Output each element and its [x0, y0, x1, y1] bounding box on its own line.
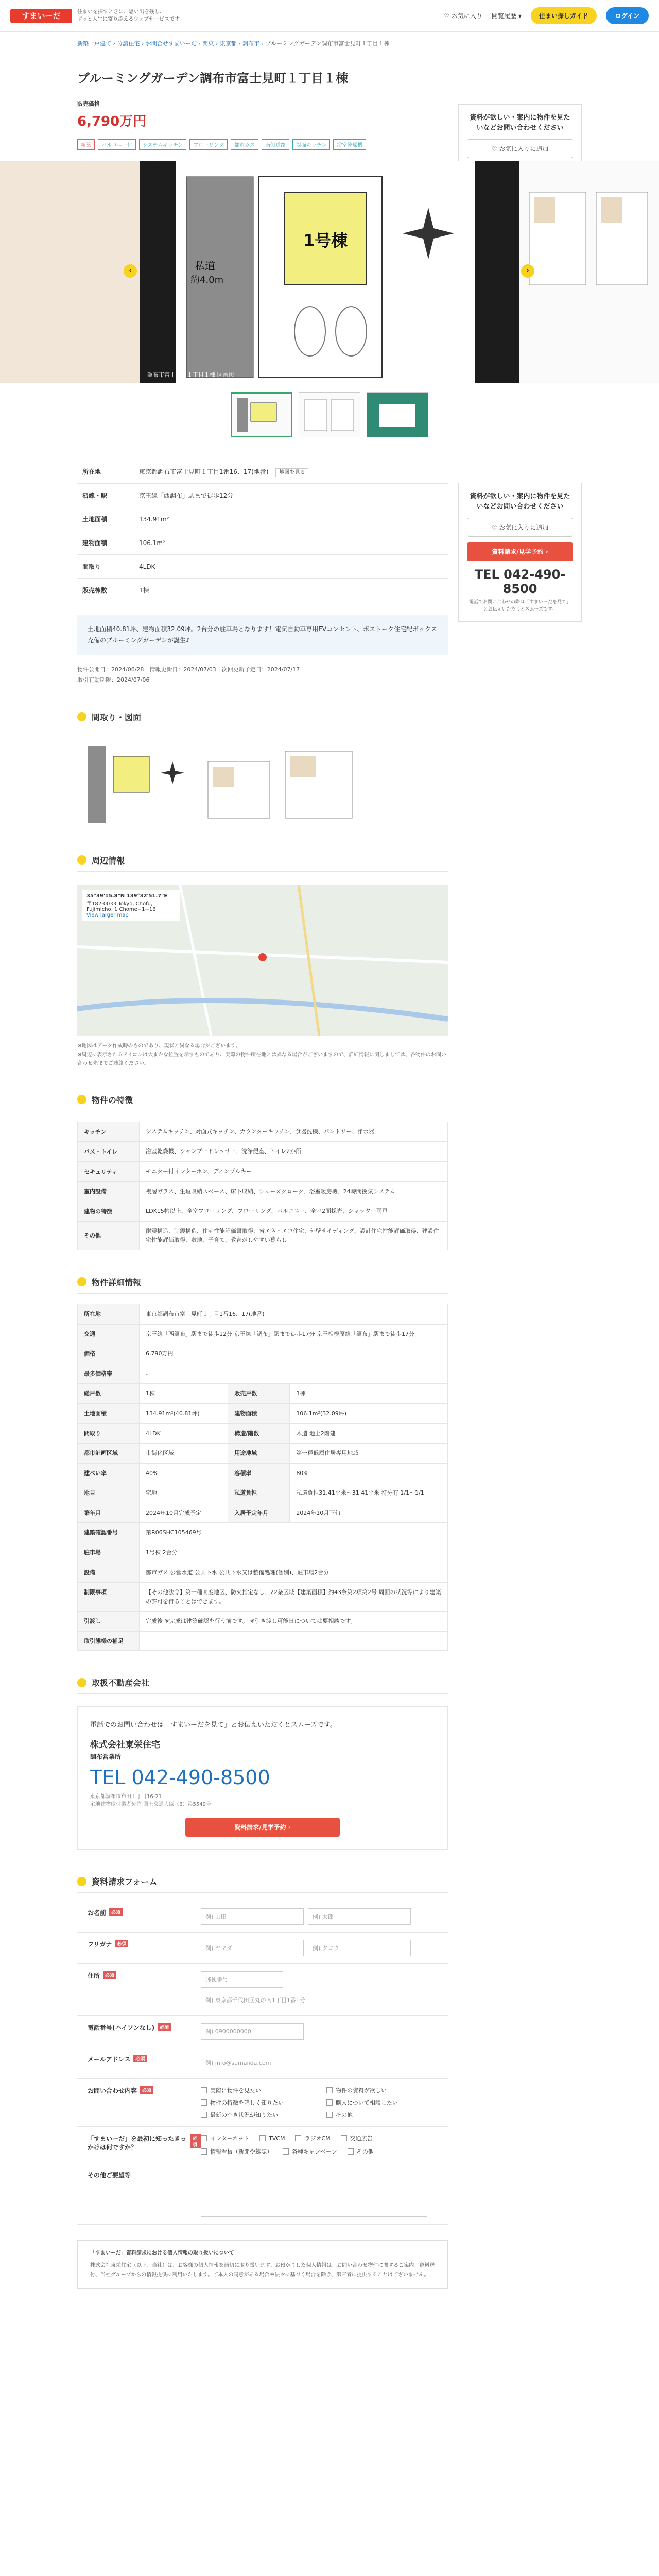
history-link[interactable]: [492, 11, 522, 20]
checkbox-label: 購入について相談したい: [336, 2099, 398, 2107]
spec-value: 京王線「西調布」駅まで徒歩12分: [134, 484, 448, 507]
area-map[interactable]: [77, 885, 448, 1036]
detail-value: 40%: [140, 1463, 228, 1483]
source-checkbox[interactable]: [259, 2134, 285, 2142]
detail-key: 取引態様の補足: [78, 1632, 140, 1651]
detail-key: 間取り: [78, 1423, 140, 1444]
required-badge: 必須: [133, 2055, 147, 2062]
sidebar-title: 資料が欲しい・案内に物件を見たいなどお問い合わせください: [470, 114, 570, 132]
detail-value: 106.1m²(32.09坪): [290, 1403, 448, 1423]
form-row-source: [77, 2127, 448, 2163]
section-dot-icon: [77, 855, 86, 865]
photo-gallery: [0, 161, 659, 383]
detail-key: 私道負担: [228, 1483, 290, 1503]
feature-row: [78, 1142, 448, 1162]
section-company: [77, 1676, 448, 1694]
detail-row: [78, 1384, 448, 1404]
checkbox-label: 各種キャンペーン: [292, 2148, 337, 2156]
privacy-policy: [77, 2240, 448, 2289]
floor-plan-images: [77, 741, 448, 828]
feature-value: 浴室乾燥機、シャンプードレッサー、洗浄便座、トイレ2か所: [140, 1142, 448, 1162]
login-label: ログイン: [615, 12, 639, 20]
detail-row: [78, 1503, 448, 1523]
required-badge: 必須: [158, 2023, 171, 2031]
feature-key: バス・トイレ: [78, 1142, 140, 1162]
spec-key: 所在地: [77, 460, 134, 484]
section-title: 資料請求フォーム: [92, 1877, 158, 1887]
feature-tags: [77, 139, 417, 150]
favorites-link[interactable]: [444, 11, 482, 20]
sidebar-contact-bottom: [458, 483, 582, 622]
spec-key: 土地面積: [77, 507, 134, 531]
detail-value: 1号棟 2台分: [140, 1543, 448, 1563]
spec-row: [77, 555, 448, 579]
breadcrumb: 新築一戸建て › 分譲住宅 › お問合せすまいーだ › 関東 › 東京都 › 調布市 › ブルーミングガーデン調布市富士見町１丁目１棟: [77, 40, 390, 47]
form-row-name: [77, 1901, 448, 1933]
form-row-inquiry: [77, 2079, 448, 2127]
company-phone[interactable]: TEL 042-490-8500: [90, 1766, 270, 1789]
checkbox-label: TVCM: [269, 2134, 285, 2142]
feature-row: [78, 1122, 448, 1142]
feature-value: システムキッチン、対面式キッチン、カウンターキッチン、食器洗機、パントリー、浄水器: [140, 1122, 448, 1142]
map-notes: [77, 1042, 448, 1068]
section-features: [77, 1094, 448, 1111]
form-row-email: [77, 2047, 448, 2079]
feature-row: [78, 1181, 448, 1201]
section-dot-icon: [77, 1877, 86, 1886]
detail-row: [78, 1632, 448, 1651]
required-badge: 必須: [140, 2086, 153, 2094]
gallery-main-image[interactable]: [140, 161, 519, 383]
checkbox-label: 情報看板（新聞や雑誌）: [210, 2148, 272, 2156]
tag: システムキッチン: [139, 139, 186, 150]
spec-row: [77, 484, 448, 507]
detail-value: 2024年10月下旬: [290, 1503, 448, 1523]
detail-key: 総戸数: [78, 1384, 140, 1404]
company-license: 宅地建物取引業者免許 国土交通大臣（6）第5549号: [90, 1802, 211, 1808]
detail-value: 宅地: [140, 1483, 228, 1503]
field-label: 電話番号(ハイフンなし): [88, 2024, 155, 2032]
phone-note: 電話でお問い合わせの際は「すまいーだを見て」とお伝えいただくとスムーズです。: [469, 600, 571, 612]
detail-value: 80%: [290, 1463, 448, 1483]
thumbnail[interactable]: [299, 392, 360, 437]
gallery-thumbnails: [0, 392, 659, 437]
tag: 対面キッチン: [292, 139, 330, 150]
source-checkbox[interactable]: [201, 2147, 272, 2156]
detail-value: 第一種低層住居専用地域: [290, 1444, 448, 1464]
detail-row: [78, 1403, 448, 1423]
thumbnail[interactable]: [231, 392, 292, 437]
detail-key: 駐車場: [78, 1543, 140, 1563]
detail-key: 用途地域: [228, 1444, 290, 1464]
spec-value: 1棟: [134, 579, 448, 602]
section-title: 周辺情報: [92, 855, 125, 866]
checkbox-label: ラジオCM: [304, 2135, 331, 2142]
add-favorite-button[interactable]: ♡ お気に入りに追加: [467, 518, 573, 537]
last-name-input[interactable]: 例) 山田: [201, 1908, 304, 1925]
detail-row: [78, 1563, 448, 1583]
detail-value: 市街化区域: [140, 1444, 228, 1464]
checkbox-label: インターネット: [210, 2135, 250, 2142]
required-badge: 必須: [109, 1908, 123, 1916]
source-checkbox[interactable]: [348, 2147, 374, 2156]
detail-key: 入居予定年月: [228, 1503, 290, 1523]
form-row-other: [77, 2163, 448, 2225]
field-label: メールアドレス: [88, 2056, 131, 2063]
spec-table: [77, 460, 448, 602]
detail-key: 構造/階数: [228, 1423, 290, 1444]
detail-value: 京王線「西調布」駅まで徒歩12分 京王線「調布」駅まで徒歩17分 京王相模原線「調布」駅まで徒歩17分: [140, 1324, 448, 1344]
section-title: 取扱不動産会社: [92, 1678, 150, 1688]
detail-key: 容積率: [228, 1463, 290, 1483]
login-button[interactable]: [606, 7, 649, 24]
checkbox-label: 物件の特徴を詳しく知りたい: [210, 2099, 284, 2107]
inquiry-checkbox[interactable]: [201, 2086, 322, 2094]
inquiry-checkbox[interactable]: [326, 2098, 448, 2107]
heart-icon: ♡: [444, 12, 449, 20]
tagline-line-1: 住まいを探すときに、思い出を残し、: [77, 9, 165, 15]
detail-value: 4LDK: [140, 1423, 228, 1444]
detail-row: [78, 1423, 448, 1444]
postal-code-input[interactable]: 郵便番号: [201, 1971, 283, 1988]
detail-row: [78, 1304, 448, 1324]
detail-key: 建築確認番号: [78, 1523, 140, 1543]
company-address: 東京都調布市布田１丁目16-21: [90, 1794, 162, 1800]
field-label: お名前: [88, 1909, 107, 1917]
checkbox-label: 最新の空き状況が知りたい: [210, 2112, 278, 2119]
detail-value: 完成後 ※完成は建築確認を行う前です。 ※引き渡し可能日については要相談です。: [140, 1612, 448, 1632]
feature-value: LDK15帖以上、全室フローリング、フローリング、バルコニー、全室2面採光、シャッター雨戸: [140, 1201, 448, 1222]
section-floor-plans: [77, 711, 448, 728]
map-link[interactable]: 地図を見る: [275, 468, 308, 477]
feature-key: キッチン: [78, 1122, 140, 1142]
detail-row: [78, 1583, 448, 1612]
spec-key: 間取り: [77, 555, 134, 579]
price-label: 販売価格: [77, 100, 100, 107]
favorites-label: お気に入り: [451, 12, 482, 20]
detail-key: 制限事項: [78, 1583, 140, 1612]
spec-value: 106.1m²: [134, 531, 448, 555]
policy-title: 「すまいーだ」資料請求における個人情報の取り扱いについて: [90, 2250, 234, 2257]
history-label: 閲覧履歴: [491, 12, 516, 20]
map-info-card: [82, 890, 180, 921]
request-form: [77, 1901, 448, 2225]
spec-row: [77, 531, 448, 555]
search-guide-button[interactable]: [531, 7, 597, 24]
breadcrumb-item[interactable]: 調布市: [242, 40, 260, 47]
section-title: 間取り・図面: [92, 712, 142, 722]
breadcrumb-item[interactable]: 東京都: [219, 40, 237, 47]
checkbox-label: その他: [336, 2112, 353, 2119]
plot-width-label: 約4.0m: [190, 275, 224, 285]
detail-value: 2024年10月完成予定: [140, 1503, 228, 1523]
thumb-floorplan-icon: [299, 393, 360, 437]
add-favorite-button[interactable]: ♡ お気に入りに追加: [467, 139, 573, 158]
detail-row: [78, 1364, 448, 1384]
map-larger-link[interactable]: View larger map: [86, 912, 129, 918]
features-table: [77, 1122, 448, 1250]
breadcrumb-item[interactable]: お問合せすまいーだ: [145, 40, 197, 47]
form-row-kana: [77, 1933, 448, 1964]
company-name: 株式会社東栄住宅: [90, 1740, 160, 1751]
spec-value: 4LDK: [134, 555, 448, 579]
detail-value: -: [140, 1364, 448, 1384]
feature-value: モニター付インターホン、ディンプルキー: [140, 1161, 448, 1181]
section-area-info: [77, 854, 448, 872]
field-label: 「すまいーだ」を最初に知ったきっかけは何ですか？: [88, 2135, 187, 2151]
section-dot-icon: [77, 712, 86, 721]
detail-row: [78, 1344, 448, 1364]
map-address: 〒182-0033 Tokyo, Chofu, Fujimicho, 1 Chome−1−16: [86, 901, 156, 912]
section-dot-icon: [77, 1678, 86, 1687]
detail-key: 最多価格帯: [78, 1364, 140, 1384]
section-title: 物件の特徴: [92, 1095, 133, 1105]
sidebar-title: 資料が欲しい・案内に物件を見たいなどお問い合わせください: [470, 493, 570, 511]
detail-value: 私道負担31.41平米～31.41平米 持分有 1/1～1/1: [290, 1483, 448, 1503]
detail-value: 第R06SHC105469号: [140, 1523, 448, 1543]
other-requests-textarea[interactable]: [201, 2171, 427, 2217]
checkbox-label: 交通広告: [350, 2135, 373, 2142]
address-input[interactable]: 例) 東京都千代田区丸の内1丁目1番1号: [201, 1992, 427, 2008]
detail-value: 134.91m²(40.81坪): [140, 1403, 228, 1423]
required-badge: 必須: [115, 1940, 128, 1947]
detail-row: [78, 1523, 448, 1543]
checkbox-label: その他: [356, 2148, 374, 2156]
add-favorite-label: お気に入りに追加: [499, 145, 549, 152]
section-dot-icon: [77, 1095, 86, 1104]
source-checkbox[interactable]: [283, 2147, 337, 2156]
price: 6,790万円: [77, 114, 147, 129]
company-intro: 電話でのお問い合わせは「すまいーだを見て」とお伝えいただくとスムーズです。: [90, 1721, 337, 1730]
thumb-plot-icon: [232, 394, 291, 436]
spec-address: 東京都調布市富士見町１丁目1番16、17(地番): [139, 468, 269, 476]
detail-key: 所在地: [78, 1304, 140, 1324]
inquiry-checkbox[interactable]: [201, 2111, 322, 2119]
tag: 新築: [77, 139, 95, 150]
detail-key: 建物面積: [228, 1403, 290, 1423]
last-kana-input[interactable]: 例) ヤマダ: [201, 1940, 304, 1956]
feature-value: 複層ガラス、生垣収納スペース、床下収納、シューズクローク、浴室暖房機、24時間換気システム: [140, 1181, 448, 1201]
chevron-down-icon: ▾: [518, 12, 522, 20]
detail-row: [78, 1444, 448, 1464]
validity-date: 取引有効期限：2024/07/06: [77, 676, 150, 683]
detail-value: 6,790万円: [140, 1344, 448, 1364]
detail-value: [140, 1632, 448, 1651]
field-label: フリガナ: [88, 1941, 112, 1948]
company-card: [77, 1706, 448, 1850]
policy-text: 株式会社東栄住宅（以下、当社）は、お客様の個人情報を適切に取り扱います。お預かりした個人情報は、お問い合わせ物件に関するご案内、資料送付、当社グループからの情報提供に利用いたします。ご本人の同意がある場合や法令に基づく場合を除き、第三者に提供することはございません。: [90, 2263, 435, 2278]
page-title: ブルーミングガーデン調布市富士見町１丁目１棟: [77, 71, 349, 86]
detail-value: 1棟: [290, 1384, 448, 1404]
gallery-prev-image[interactable]: [0, 161, 144, 383]
detail-key: 建ぺい率: [78, 1463, 140, 1483]
thumb-exterior-icon: [367, 393, 428, 437]
gallery-next-arrow[interactable]: ›: [521, 264, 534, 278]
gallery-next-image[interactable]: [519, 161, 659, 383]
email-input[interactable]: 例) info@sumaiida.com: [201, 2055, 355, 2071]
required-badge: 必須: [103, 1971, 116, 1979]
detail-key: 築年月: [78, 1503, 140, 1523]
publish-dates: 物件公開日：2024/06/28 情報更新日：2024/07/03 次回更新予定日：2024/07/17: [77, 666, 300, 673]
breadcrumb-item[interactable]: 関東: [202, 40, 214, 47]
map-note: ※地図はデータ作成時のものであり、現状と異なる場合がございます。: [77, 1043, 241, 1049]
details-table: [77, 1304, 448, 1651]
form-row-phone: [77, 2016, 448, 2047]
feature-key: その他: [78, 1221, 140, 1250]
gallery-prev-arrow[interactable]: ‹: [124, 264, 137, 278]
floor-plot-image[interactable]: [77, 741, 196, 828]
detail-value: 木造 地上2階建: [290, 1423, 448, 1444]
breadcrumb-current: ブルーミングガーデン調布市富士見町１丁目１棟: [265, 40, 390, 47]
request-label: 資料請求/見学予約: [492, 548, 544, 555]
detail-key: 地目: [78, 1483, 140, 1503]
tag: 浴室乾燥機: [333, 139, 366, 150]
breadcrumb-item[interactable]: 新築一戸建て: [77, 40, 111, 47]
section-title: 物件詳細情報: [92, 1277, 142, 1287]
feature-value: 耐震構造、制震構造、住宅性能評価書取得、省エネ・エコ住宅、外壁サイディング、設計住宅性能評価取得、建設住宅性能評価取得、敷地、子育て、教育がしやすい暮らし: [140, 1221, 448, 1250]
detail-key: 土地面積: [78, 1403, 140, 1423]
source-checkbox[interactable]: [201, 2134, 249, 2142]
property-description: 土地面積40.81坪、建物面積32.09坪。2台分の駐車場となります！電気自動車専用EVコンセント、ボストーク住宅配ボックス充備のブルーミングガーデンが誕生♪: [77, 615, 448, 655]
section-dot-icon: [77, 1277, 86, 1286]
feature-row: [78, 1201, 448, 1222]
gallery-caption: 調布市富士見町１丁目１棟 区画図: [147, 371, 234, 378]
tagline: [77, 9, 180, 23]
company-branch: 調布営業所: [90, 1753, 122, 1761]
detail-key: 交通: [78, 1324, 140, 1344]
tag: 都市ガス: [231, 139, 258, 150]
spec-key: 建物面積: [77, 531, 134, 555]
plot-road-label: 私道: [195, 260, 215, 272]
section-request-form: [77, 1875, 448, 1893]
spec-key: 沿線・駅: [77, 484, 134, 507]
first-name-input[interactable]: 例) 太郎: [308, 1908, 411, 1925]
detail-value: 1棟: [140, 1384, 228, 1404]
breadcrumb-item[interactable]: 分譲住宅: [117, 40, 140, 47]
logo[interactable]: [10, 9, 180, 23]
floor-plan-preview: [519, 161, 659, 383]
field-label: お問い合わせ内容: [88, 2087, 137, 2095]
detail-value: 都市ガス 公営水道 公共下水 公共下水又は整備処理(個別)、駐車場2台分: [140, 1563, 448, 1583]
logo-mark[interactable]: すまいーだ: [10, 9, 72, 23]
detail-value: 【その他法令】第一種高度地区、防火指定なし、22条区域【建築面積】約43条第2項第2号 周囲の状況等により建築の許可を得ることはできます。: [140, 1583, 448, 1612]
required-badge: 必須: [190, 2134, 201, 2148]
detail-value: 東京都調布市富士見町１丁目1番16、17(地番): [140, 1304, 448, 1324]
source-checkbox[interactable]: [341, 2134, 373, 2142]
checkbox-label: 実際に物件を見たい: [210, 2087, 261, 2094]
detail-row: [78, 1463, 448, 1483]
detail-row: [78, 1612, 448, 1632]
feature-row: [78, 1161, 448, 1181]
spec-value: [134, 460, 448, 484]
phone-input[interactable]: 例) 0900000000: [201, 2023, 304, 2040]
detail-row: [78, 1324, 448, 1344]
dates: [77, 665, 448, 685]
spec-key: 販売棟数: [77, 579, 134, 602]
company-request-label: 資料請求/見学予約: [234, 1824, 286, 1832]
site-header: [0, 0, 659, 32]
inquiry-checkbox[interactable]: [326, 2111, 448, 2119]
field-label: 住所: [88, 1972, 100, 1980]
tag: 南側道路: [262, 139, 289, 150]
feature-row: [78, 1221, 448, 1250]
phone-number[interactable]: TEL 042-490-8500: [474, 567, 566, 596]
inquiry-checkbox[interactable]: [326, 2086, 448, 2094]
checkbox-label: 物件の資料が欲しい: [336, 2087, 387, 2094]
feature-key: セキュリティ: [78, 1161, 140, 1181]
thumbnail[interactable]: [367, 392, 428, 437]
detail-row: [78, 1483, 448, 1503]
company-request-button[interactable]: 資料請求/見学予約 ›: [185, 1818, 340, 1837]
detail-key: 販売戸数: [228, 1384, 290, 1404]
floor-layout-image[interactable]: [203, 741, 357, 828]
first-kana-input[interactable]: 例) タロウ: [308, 1940, 411, 1956]
add-favorite-label: お気に入りに追加: [499, 524, 549, 531]
detail-key: 価格: [78, 1344, 140, 1364]
feature-key: 建物の特徴: [78, 1201, 140, 1222]
form-row-address: [77, 1964, 448, 2016]
plot-plan-diagram: [140, 161, 519, 383]
map-note: ※周辺に表示されるアイコンは大まかな位置を示すものであり、実際の物件所在地とは異なる場合がございますので、詳細情報に関しましては、各物件のお問い合わせ先までご連絡ください。: [77, 1052, 446, 1066]
detail-key: 設備: [78, 1563, 140, 1583]
spec-row: [77, 579, 448, 602]
inquiry-checkbox[interactable]: [201, 2098, 322, 2107]
detail-key: 都市計画区域: [78, 1444, 140, 1464]
detail-key: 引渡し: [78, 1612, 140, 1632]
search-guide-label: 住まい探しガイド: [539, 12, 588, 20]
section-details: [77, 1276, 448, 1294]
spec-row: [77, 507, 448, 531]
detail-row: [78, 1543, 448, 1563]
feature-key: 室内設備: [78, 1181, 140, 1201]
source-checkbox[interactable]: [295, 2134, 330, 2142]
spec-row: [77, 460, 448, 484]
tag: バルコニー付: [98, 139, 136, 150]
tagline-line-2: ずっと人生に寄り添えるウェブサービスです: [77, 16, 180, 22]
plot-house-label: 1号棟: [303, 231, 348, 250]
field-label: その他ご要望等: [88, 2172, 131, 2179]
tag: フローリング: [189, 139, 228, 150]
spec-value: 134.91m²: [134, 507, 448, 531]
map-coordinates: 35°39'15.8"N 139°32'51.7"E: [86, 893, 168, 899]
request-button[interactable]: 資料請求/見学予約 ›: [467, 542, 573, 561]
